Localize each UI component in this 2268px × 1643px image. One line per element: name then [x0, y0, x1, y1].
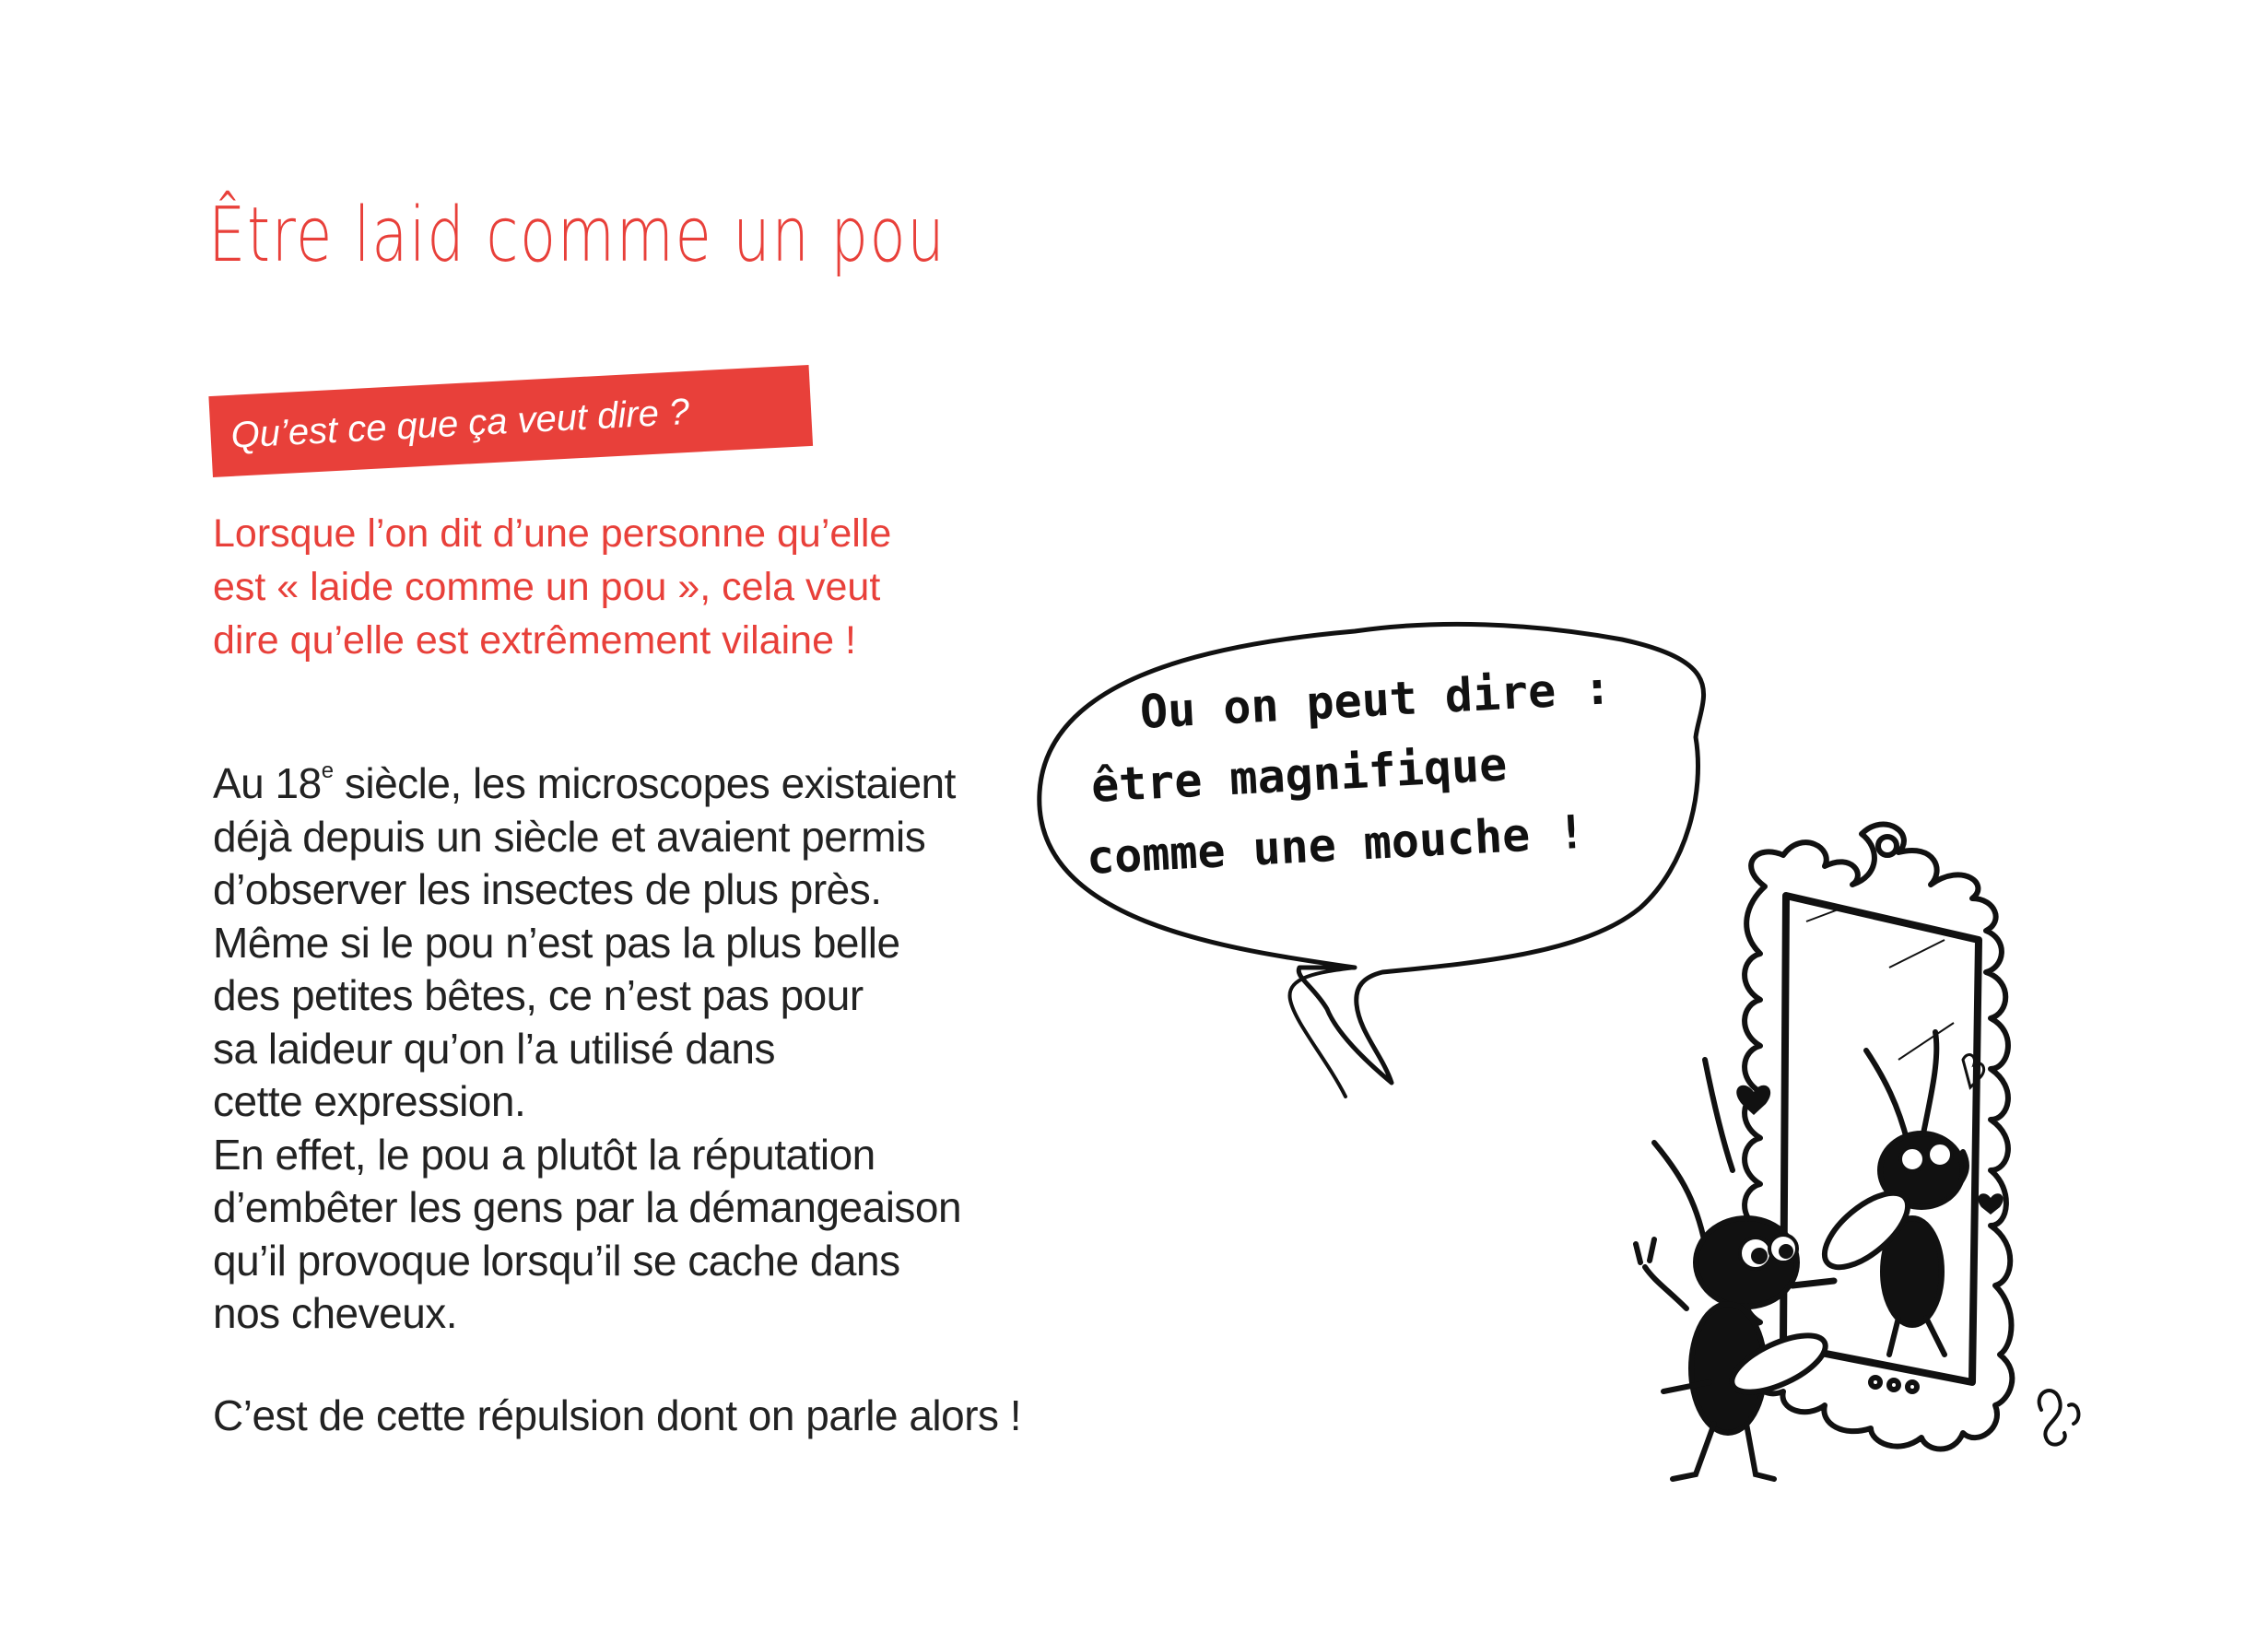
- page-title: Être laid comme un pou: [208, 192, 946, 279]
- century-superscript: e: [321, 758, 334, 783]
- explanation-line: qu’il provoque lorsqu’il se cache dans: [213, 1236, 900, 1285]
- explanation-line: cette expression.: [213, 1077, 526, 1125]
- louse-mirror-illustration: [1014, 599, 2212, 1567]
- conclusion-text: C’est de cette répulsion dont on parle alors !: [213, 1391, 1022, 1439]
- definition-line: dire qu’elle est extrêmement vilaine !: [213, 618, 856, 663]
- reflection-fly: [1813, 1032, 1984, 1355]
- explanation-line: d’embêter les gens par la démangeaison: [213, 1183, 962, 1231]
- explanation-line: Même si le pou n’est pas la plus belle: [213, 918, 900, 967]
- explanation-line: [213, 757, 1098, 811]
- definition-line: Lorsque l’on dit d’une personne qu’elle: [213, 511, 892, 556]
- definition-line: est « laide comme un pou », cela veut: [213, 565, 881, 609]
- bubble-line-2: être magnifique: [1089, 737, 1509, 813]
- explanation-line: En effet, le pou a plutôt la réputation: [213, 1130, 875, 1179]
- bubble-line-1: Ou on peut dire :: [1138, 661, 1613, 739]
- explanation-line: d’observer les insectes de plus près.: [213, 865, 882, 913]
- louse-character: [1636, 1060, 1834, 1479]
- explanation-prefix: Au 18: [213, 759, 322, 807]
- question-banner: Qu’est ce que ça veut dire ?: [208, 365, 813, 477]
- artist-signature: [2039, 1391, 2079, 1445]
- bubble-line-3: comme une mouche !: [1085, 804, 1587, 885]
- explanation-suffix: siècle, les microscopes existaient: [333, 759, 956, 807]
- explanation-line: nos cheveux.: [213, 1289, 458, 1337]
- explanation-line: déjà depuis un siècle et avaient permis: [213, 812, 926, 861]
- explanation-line: sa laideur qu’on l’a utilisé dans: [213, 1024, 776, 1073]
- definition-text: [213, 507, 1042, 667]
- explanation-line: des petites bêtes, ce n’est pas pour: [213, 971, 864, 1019]
- explanation-text: [213, 757, 1098, 1341]
